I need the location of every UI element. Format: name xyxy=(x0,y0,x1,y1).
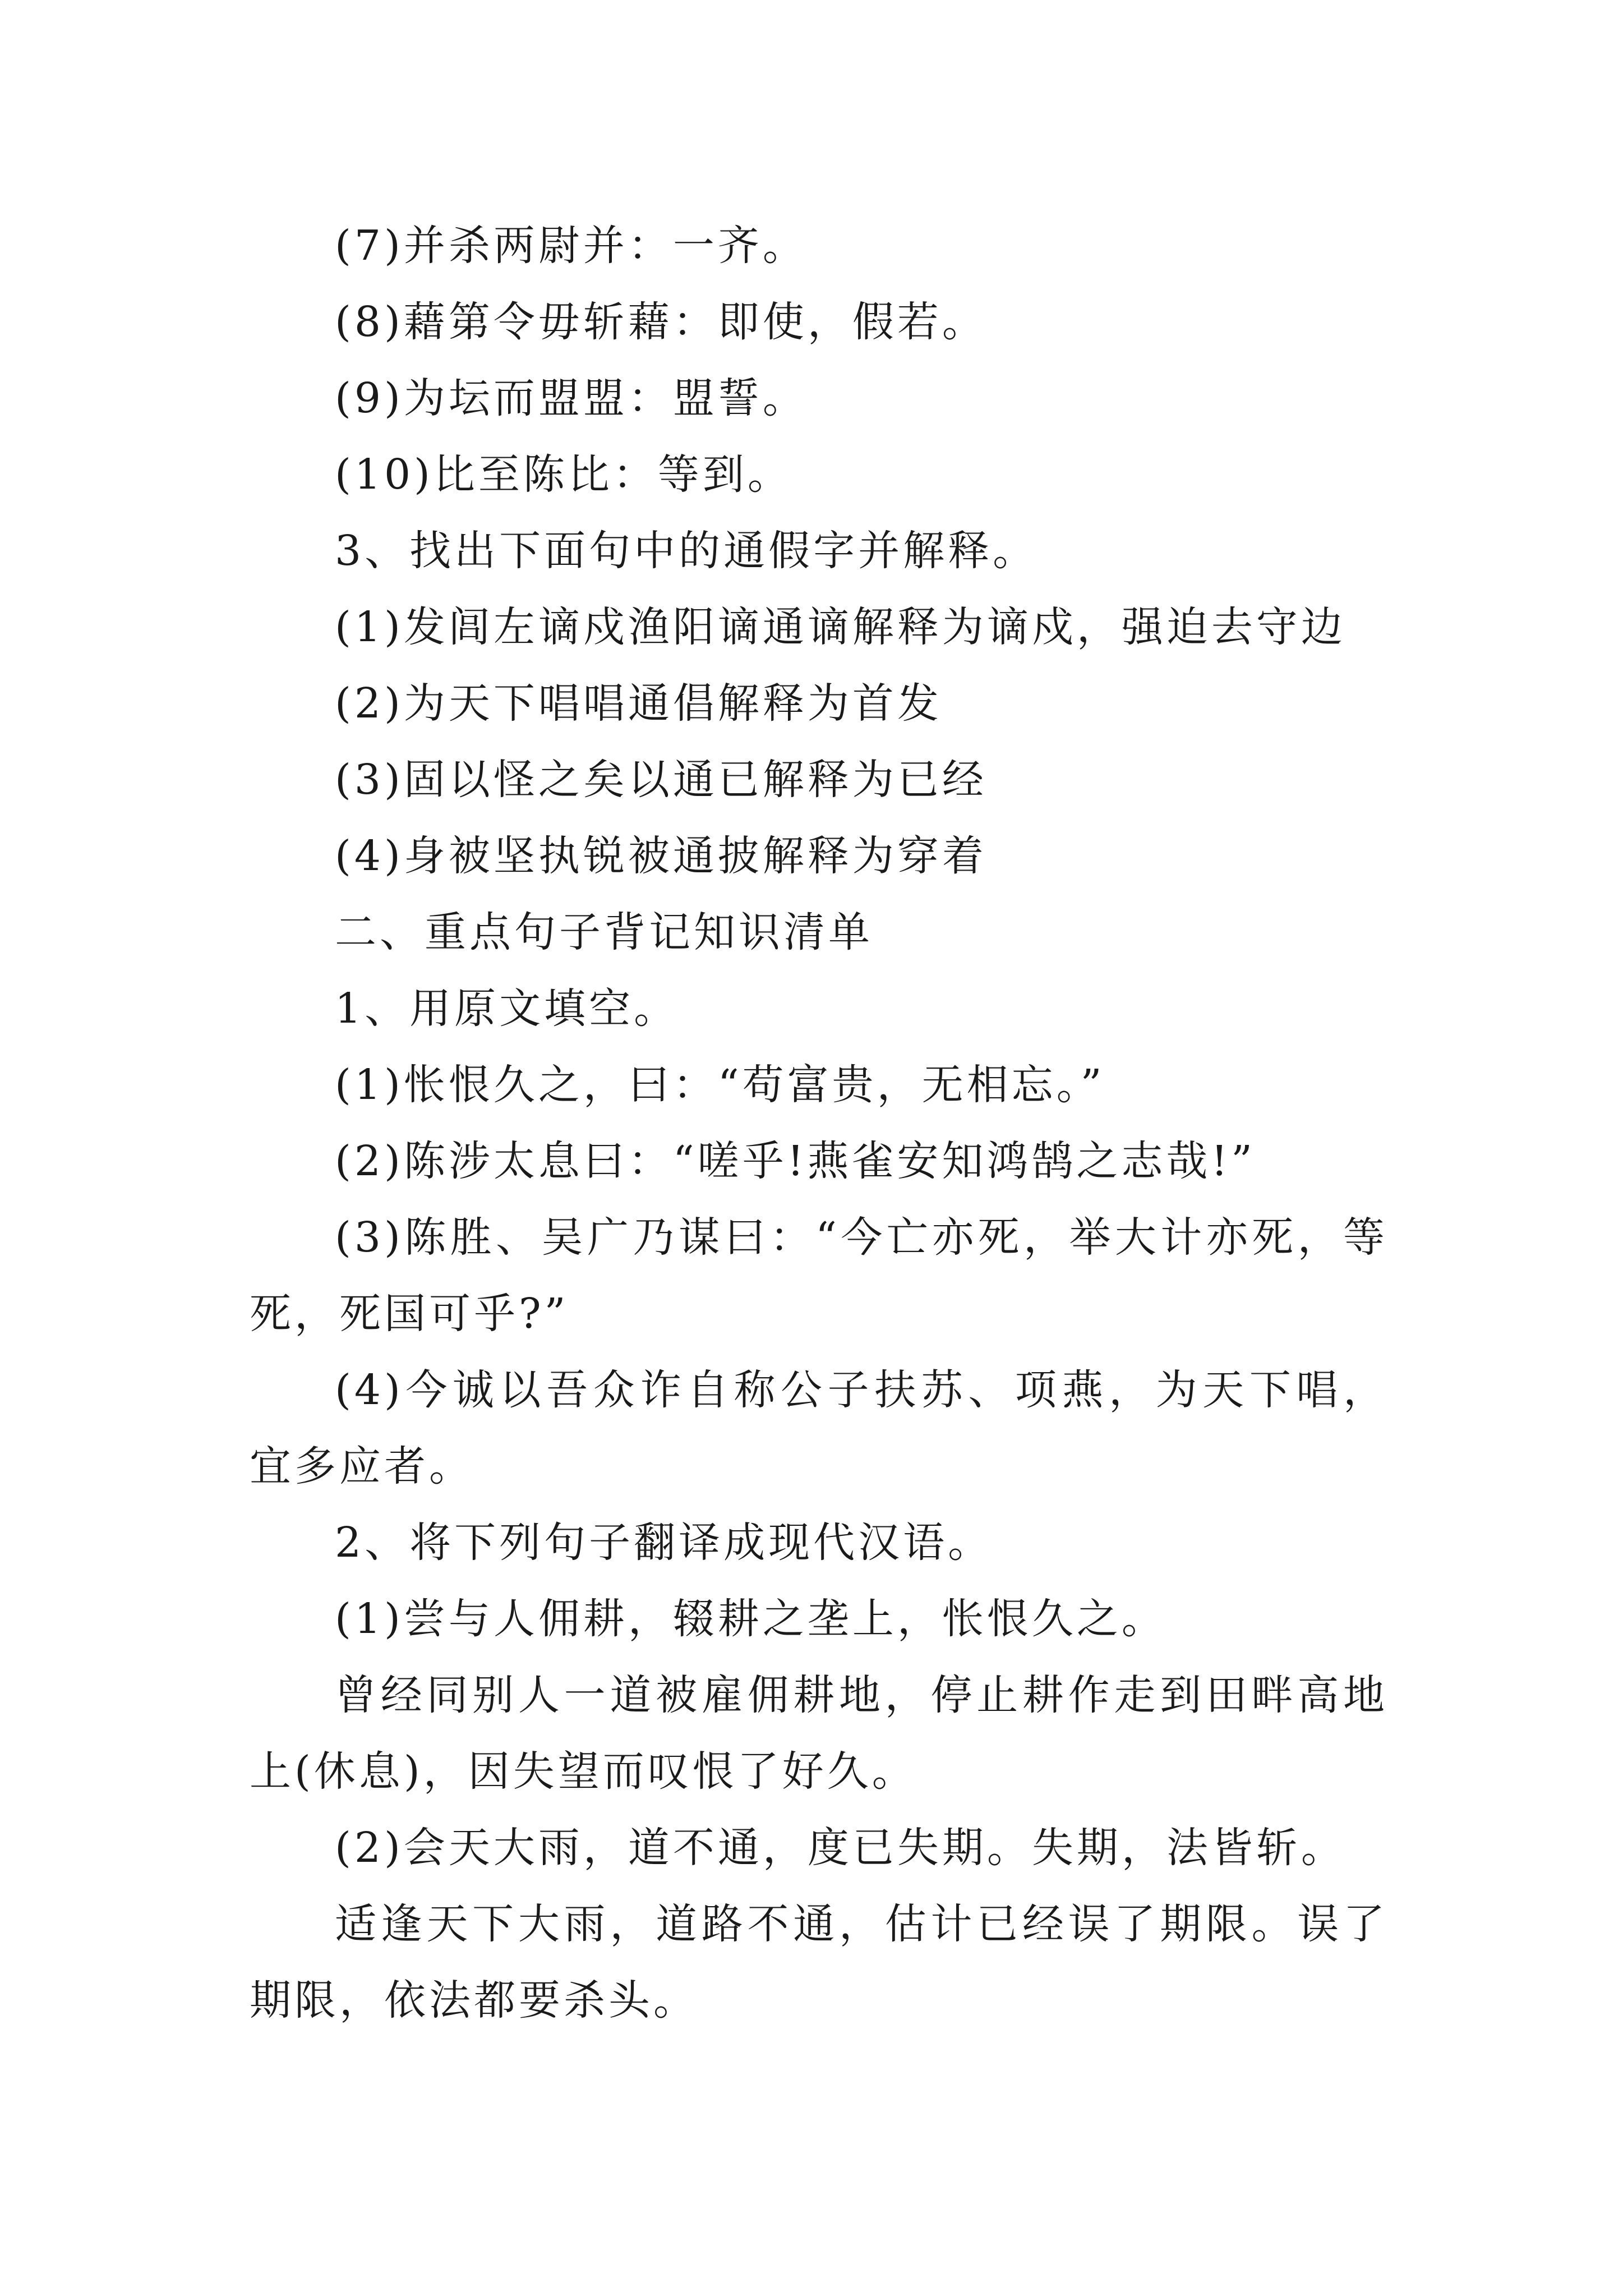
paragraph: (3)陈胜、吴广乃谋曰：“今亡亦死，举大计亦死，等死，死国可乎?” xyxy=(250,1213,1388,1338)
paragraph: (7)并杀两尉并：一齐。 xyxy=(335,222,808,270)
section-heading: 3、找出下面句中的通假字并解释。 xyxy=(335,527,1038,575)
paragraph: (2)陈涉太息曰：“嗟乎!燕雀安知鸿鹄之志哉!” xyxy=(335,1137,1256,1185)
paragraph: (4)身被坚执锐被通披解释为穿着 xyxy=(335,832,987,880)
paragraph: (1)怅恨久之，曰：“苟富贵，无相忘。” xyxy=(335,1061,1105,1109)
paragraph: (8)藉第令毋斩藉：即使，假若。 xyxy=(335,298,987,346)
paragraph: (9)为坛而盟盟：盟誓。 xyxy=(335,374,808,422)
document-body xyxy=(250,208,1388,2039)
paragraph: 适逢天下大雨，道路不通，估计已经误了期限。误了期限，依法都要杀头。 xyxy=(250,1900,1388,2024)
paragraph: (1)尝与人佣耕，辍耕之垄上，怅恨久之。 xyxy=(335,1595,1166,1643)
paragraph: (2)会天大雨，道不通，度已失期。失期，法皆斩。 xyxy=(335,1824,1346,1872)
section-heading: 1、用原文填空。 xyxy=(335,984,679,1033)
paragraph: (3)固以怪之矣以通已解释为已经 xyxy=(335,756,987,804)
paragraph: 曾经同别人一道被雇佣耕地，停止耕作走到田畔高地上(休息)，因失望而叹恨了好久。 xyxy=(250,1671,1388,1796)
paragraph: (2)为天下唱唱通倡解释为首发 xyxy=(335,679,942,728)
section-heading: 2、将下列句子翻译成现代汉语。 xyxy=(335,1519,993,1567)
paragraph: (10)比至陈比：等到。 xyxy=(335,450,792,499)
paragraph: (1)发闾左谪戍渔阳谪通谪解释为谪戍，强迫去守边 xyxy=(335,603,1346,651)
paragraph: (4)今诚以吾众诈自称公子扶苏、项燕，为天下唱，宜多应者。 xyxy=(250,1366,1388,1490)
section-heading: 二、重点句子背记知识清单 xyxy=(335,908,873,956)
